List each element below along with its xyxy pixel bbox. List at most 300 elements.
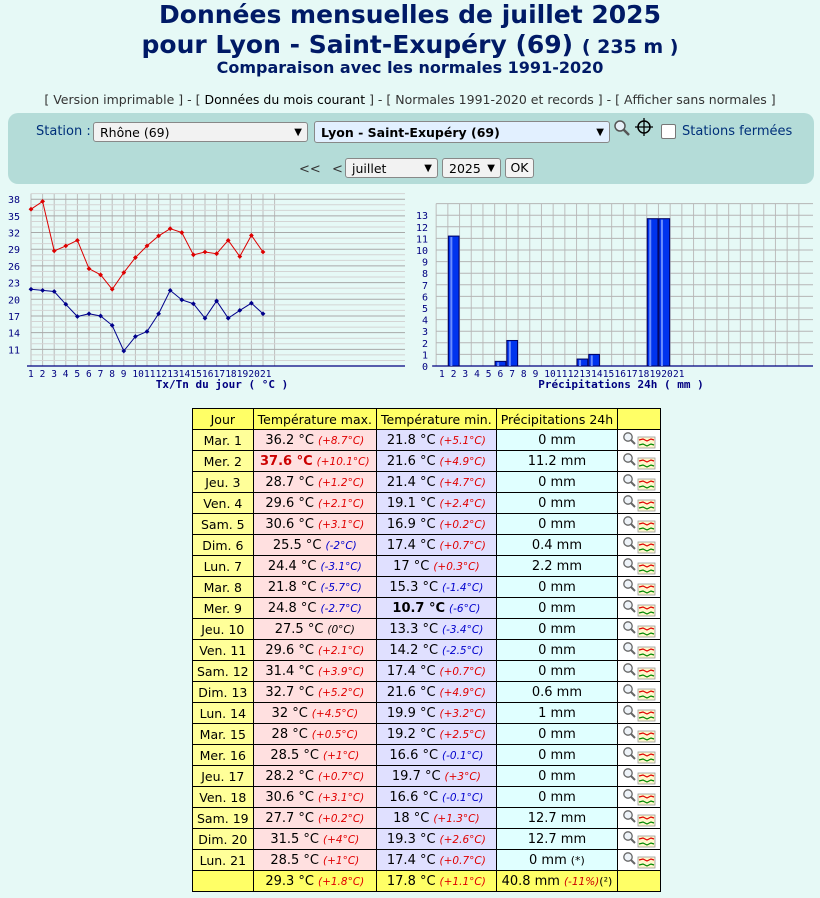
row-icons-cell	[618, 703, 661, 724]
precip-cell	[496, 682, 617, 703]
station-value: Lyon - Saint-Exupéry (69)	[321, 125, 500, 140]
tmin-value: 21.4 °C	[386, 475, 436, 490]
tmax-cell	[253, 493, 376, 514]
total-day-cell	[193, 871, 254, 892]
tmax-anomaly: (-5.7°C)	[320, 582, 362, 594]
tmax-cell	[253, 640, 376, 661]
tmax-value: 29.6 °C	[265, 496, 314, 511]
y-tick-label: 5	[422, 304, 429, 315]
closed-stations-label: Stations fermées	[682, 124, 793, 139]
tmin-value: 16.9 °C	[386, 517, 436, 532]
tmax-cell	[253, 451, 376, 472]
x-tick-label: 16	[614, 369, 626, 380]
tmin-value: 21.6 °C	[386, 454, 436, 469]
month-select[interactable]	[345, 158, 438, 178]
precip-value: 0 mm	[538, 769, 576, 784]
magnifier-icon[interactable]	[624, 622, 635, 633]
row-icons	[622, 662, 656, 680]
mini-chart-icon[interactable]	[638, 479, 655, 490]
tmin-cell	[377, 598, 497, 619]
y-tick-label: 3	[422, 327, 429, 339]
tmin-anomaly: (-2.5°C)	[442, 645, 484, 657]
tmin-value: 17.4 °C	[386, 853, 436, 868]
row-icons	[622, 578, 656, 596]
link-no-normals[interactable]: Afficher sans normales	[623, 92, 767, 107]
magnifier-icon[interactable]	[613, 119, 631, 137]
mini-chart-icon[interactable]	[638, 626, 655, 637]
y-tick-label: 11	[8, 345, 21, 357]
col-header-tmax: Température max.	[253, 409, 376, 430]
y-tick-label: 2	[422, 338, 429, 350]
row-icons-cell	[618, 850, 661, 871]
tmax-cell	[253, 577, 376, 598]
tmin-anomaly: (+0.7°C)	[439, 666, 486, 678]
link-printable[interactable]: Version imprimable	[53, 92, 175, 107]
tmax-anomaly: (+5.2°C)	[317, 687, 365, 699]
tmin-cell	[377, 850, 497, 871]
day-cell: Lun. 21	[193, 850, 254, 871]
mini-chart-icon[interactable]	[638, 437, 655, 448]
mini-chart-icon[interactable]	[638, 500, 655, 511]
tmin-value: 19.7 °C	[391, 769, 441, 784]
tmax-value: 29.6 °C	[265, 643, 314, 658]
table-header-row	[193, 409, 661, 430]
x-tick-label: 16	[202, 369, 214, 380]
mini-chart-icon[interactable]	[638, 731, 655, 742]
tmax-anomaly: (+1.2°C)	[317, 477, 365, 489]
row-icons-cell	[618, 619, 661, 640]
precip-value: 0 mm	[538, 790, 576, 805]
magnifier-icon[interactable]	[624, 559, 635, 570]
mini-chart-icon[interactable]	[638, 458, 655, 469]
prev-year-button[interactable]: <<	[299, 162, 321, 177]
tmax-value: 25.5 °C	[272, 538, 322, 553]
magnifier-icon[interactable]	[624, 517, 635, 528]
tmin-anomaly: (+5.1°C)	[439, 435, 486, 447]
tmin-cell	[377, 493, 497, 514]
precip-value: 12.7 mm	[527, 811, 587, 826]
day-cell: Ven. 11	[193, 640, 254, 661]
tmin-anomaly: (+2.5°C)	[439, 729, 486, 741]
row-icons	[622, 788, 656, 806]
y-tick-label: 29	[8, 245, 21, 257]
precip-cell	[496, 850, 617, 871]
row-icons	[622, 515, 656, 533]
tmin-cell	[377, 577, 497, 598]
magnifier-icon[interactable]	[624, 685, 635, 696]
link-normals[interactable]: Normales 1991-2020 et records	[395, 92, 594, 107]
x-tick-label: 12	[567, 369, 580, 380]
table-row	[193, 535, 661, 556]
tmax-cell	[253, 787, 376, 808]
total-precip-cell	[496, 871, 617, 892]
tmin-anomaly: (+4.9°C)	[439, 687, 486, 699]
mini-chart-icon[interactable]	[638, 584, 655, 595]
precip-value: 0 mm	[538, 580, 576, 595]
y-tick-label: 6	[422, 292, 429, 304]
row-icons-cell	[618, 598, 661, 619]
mini-chart-icon[interactable]	[638, 647, 655, 658]
magnifier-icon[interactable]	[624, 790, 635, 801]
chevron-down-icon: ▼	[487, 163, 495, 174]
x-tick-label: 18	[225, 369, 237, 380]
tmax-anomaly: (-2°C)	[325, 540, 357, 552]
total-precip-anomaly: (-11%)	[563, 876, 600, 888]
magnifier-icon[interactable]	[624, 811, 635, 822]
mini-chart-icon[interactable]	[638, 521, 655, 532]
x-tick-label: 4	[62, 369, 69, 380]
magnifier-icon[interactable]	[624, 769, 635, 780]
row-icons	[622, 725, 656, 743]
total-precip: 40.8 mm	[501, 874, 560, 889]
tmax-value: 28.2 °C	[265, 769, 314, 784]
x-tick-label: 20	[661, 369, 673, 380]
daily-data-table	[192, 408, 661, 892]
tmin-anomaly: (-3.4°C)	[442, 624, 484, 636]
x-tick-label: 2	[39, 369, 46, 380]
tmax-value: 24.8 °C	[267, 601, 317, 616]
tmax-value: 31.5 °C	[270, 832, 320, 847]
precip-value: 0 mm	[538, 748, 576, 763]
col-header-precip: Précipitations 24h	[496, 409, 617, 430]
station-title-text: pour Lyon - Saint-Exupéry (69)	[141, 30, 574, 59]
tmin-cell	[377, 514, 497, 535]
mini-chart-icon[interactable]	[638, 542, 655, 553]
tmin-value: 17.4 °C	[386, 664, 436, 679]
table-row	[193, 598, 661, 619]
x-tick-label: 11	[144, 369, 156, 380]
precip-value: 11.2 mm	[527, 454, 587, 469]
row-icons	[622, 536, 656, 554]
row-icons	[622, 809, 656, 827]
row-icons-cell	[618, 745, 661, 766]
tmax-value: 32 °C	[271, 706, 308, 721]
tmin-anomaly: (+3.2°C)	[439, 708, 486, 720]
precip-value: 0.6 mm	[531, 685, 582, 700]
x-tick-label: 10	[132, 369, 144, 380]
ok-button[interactable]: OK	[505, 158, 534, 178]
day-cell: Mar. 1	[193, 430, 254, 451]
row-icons-cell	[618, 640, 661, 661]
tmin-cell	[377, 640, 497, 661]
row-icons-cell	[618, 430, 661, 451]
y-tick-label: 26	[8, 261, 21, 273]
x-tick-label: 12	[155, 369, 168, 380]
tmin-cell	[377, 703, 497, 724]
nav-links: [ Version imprimable ] - [ Données du mois courant ] - [ Normales 1991-2020 et records ] - [ Afficher sans normales ]	[44, 92, 776, 107]
magnifier-icon[interactable]	[624, 475, 635, 486]
table-row	[193, 451, 661, 472]
station-label: Station :	[36, 124, 91, 139]
tmax-cell	[253, 850, 376, 871]
tn-point	[40, 288, 45, 293]
tx-point	[203, 250, 208, 255]
day-cell: Dim. 20	[193, 829, 254, 850]
precip-cell	[496, 619, 617, 640]
tmin-value: 19.2 °C	[386, 727, 436, 742]
tmin-cell	[377, 724, 497, 745]
y-tick-label: 1	[422, 350, 429, 362]
tmin-value: 19.3 °C	[386, 832, 436, 847]
precip-cell	[496, 577, 617, 598]
precip-value: 0 mm	[538, 622, 576, 637]
closed-stations-checkbox[interactable]	[661, 124, 676, 139]
total-icons-cell	[618, 871, 661, 892]
y-tick-label: 12	[416, 222, 429, 234]
precip-cell	[496, 766, 617, 787]
precip-bar	[589, 354, 600, 366]
magnifier-icon[interactable]	[624, 454, 635, 465]
y-tick-label: 23	[8, 278, 21, 290]
total-tmin: 17.8 °C	[386, 874, 436, 889]
day-cell: Mar. 15	[193, 724, 254, 745]
tmax-anomaly: (+2.1°C)	[317, 498, 365, 510]
table-row	[193, 808, 661, 829]
row-icons	[622, 767, 656, 785]
y-tick-label: 8	[422, 269, 429, 281]
tmax-cell	[253, 514, 376, 535]
day-cell: Ven. 18	[193, 787, 254, 808]
magnifier-icon[interactable]	[624, 538, 635, 549]
tmax-value: 28 °C	[271, 727, 308, 742]
tmax-anomaly: (+0.2°C)	[317, 813, 365, 825]
row-icons-cell	[618, 472, 661, 493]
row-icons	[622, 641, 656, 659]
tmin-anomaly: (-6°C)	[449, 603, 481, 615]
tmin-cell	[377, 535, 497, 556]
table-row	[193, 787, 661, 808]
y-tick-label: 32	[8, 228, 21, 240]
tmax-value: 28.5 °C	[270, 853, 320, 868]
tmax-cell	[253, 535, 376, 556]
mini-chart-icon[interactable]	[638, 773, 655, 784]
tmin-value: 19.9 °C	[386, 706, 436, 721]
table-row	[193, 661, 661, 682]
precip-cell	[496, 703, 617, 724]
table-row	[193, 493, 661, 514]
precip-value: 2.2 mm	[531, 559, 582, 574]
magnifier-icon[interactable]	[624, 853, 635, 864]
row-icons	[622, 599, 656, 617]
tmax-value: 37.6 °C	[260, 454, 313, 469]
tmax-value: 28.7 °C	[265, 475, 314, 490]
mini-chart-icon[interactable]	[638, 605, 655, 616]
year-value: 2025	[449, 161, 481, 176]
precipitation-chart	[408, 190, 818, 395]
row-icons-cell	[618, 535, 661, 556]
x-axis-label: Précipitations 24h ( mm )	[538, 378, 704, 391]
magnifier-icon[interactable]	[624, 706, 635, 717]
tmax-value: 32.7 °C	[265, 685, 314, 700]
precip-value: 0 mm	[538, 475, 576, 490]
tmin-cell	[377, 829, 497, 850]
altitude: ( 235 m )	[581, 36, 679, 58]
total-tmax-anomaly: (+1.8°C)	[317, 876, 365, 888]
x-tick-label: 11	[556, 369, 568, 380]
x-tick-label: 6	[86, 369, 92, 380]
x-tick-label: 5	[485, 369, 492, 380]
magnifier-icon[interactable]	[624, 832, 635, 843]
prev-month-button[interactable]: <	[332, 162, 343, 177]
precip-cell	[496, 829, 617, 850]
y-tick-label: 11	[416, 234, 429, 246]
row-icons-cell	[618, 661, 661, 682]
tmax-value: 30.6 °C	[265, 517, 314, 532]
x-tick-label: 2	[450, 369, 457, 380]
day-cell: Mer. 2	[193, 451, 254, 472]
tmin-anomaly: (+1.3°C)	[433, 813, 480, 825]
mini-chart-icon[interactable]	[638, 689, 655, 700]
mini-chart-icon[interactable]	[638, 752, 655, 763]
precip-value: 0 mm	[538, 433, 576, 448]
magnifier-icon[interactable]	[624, 748, 635, 759]
y-tick-label: 9	[422, 257, 429, 269]
precip-cell	[496, 808, 617, 829]
tmin-value: 17.4 °C	[386, 538, 436, 553]
tx-point	[63, 244, 68, 249]
tmin-cell	[377, 682, 497, 703]
table-row	[193, 619, 661, 640]
magnifier-icon[interactable]	[624, 496, 635, 507]
x-tick-label: 17	[213, 369, 226, 380]
magnifier-icon[interactable]	[624, 580, 635, 591]
tmin-value: 18 °C	[393, 811, 430, 826]
tmax-cell	[253, 619, 376, 640]
table-row	[193, 829, 661, 850]
tmin-anomaly: (+2.6°C)	[439, 834, 486, 846]
tx-point	[191, 252, 196, 257]
tmin-anomaly: (+0.7°C)	[439, 540, 486, 552]
day-cell: Sam. 19	[193, 808, 254, 829]
magnifier-icon[interactable]	[624, 664, 635, 675]
magnifier-icon[interactable]	[624, 643, 635, 654]
mini-chart-icon[interactable]	[638, 857, 655, 868]
row-icons	[622, 704, 656, 722]
precip-cell	[496, 787, 617, 808]
day-cell: Mer. 16	[193, 745, 254, 766]
tmin-value: 16.6 °C	[389, 748, 439, 763]
tmax-anomaly: (+10.1°C)	[316, 456, 370, 468]
x-tick-label: 8	[520, 369, 527, 380]
precip-cell	[496, 535, 617, 556]
tmin-cell	[377, 745, 497, 766]
row-icons-cell	[618, 514, 661, 535]
y-tick-label: 0	[422, 362, 429, 373]
table-row	[193, 682, 661, 703]
link-current-month[interactable]: Données du mois courant	[204, 92, 366, 107]
tmin-value: 21.6 °C	[386, 685, 436, 700]
magnifier-icon[interactable]	[624, 433, 635, 444]
precip-cell	[496, 556, 617, 577]
x-tick-label: 20	[248, 369, 260, 380]
x-tick-label: 6	[497, 369, 504, 380]
y-tick-label: 14	[8, 328, 21, 340]
magnifier-icon[interactable]	[624, 601, 635, 612]
tmax-cell	[253, 724, 376, 745]
table-row	[193, 745, 661, 766]
precip-cell	[496, 451, 617, 472]
total-tmax: 29.3 °C	[265, 874, 314, 889]
station-select[interactable]	[314, 121, 610, 143]
row-icons	[622, 830, 656, 848]
row-icons-cell	[618, 493, 661, 514]
mini-chart-icon[interactable]	[638, 563, 655, 574]
tn-point	[29, 287, 34, 292]
tmin-cell	[377, 787, 497, 808]
precip-bar	[647, 219, 658, 366]
tmax-anomaly: (0°C)	[327, 624, 355, 636]
day-cell: Lun. 7	[193, 556, 254, 577]
x-tick-label: 17	[626, 369, 638, 380]
tmin-anomaly: (+4.9°C)	[439, 456, 486, 468]
precip-value: 0.4 mm	[531, 538, 582, 553]
x-tick-label: 13	[579, 369, 591, 380]
year-select[interactable]	[442, 158, 501, 178]
precip-bar	[659, 219, 670, 366]
precip-value: 0 mm	[529, 853, 567, 868]
total-tmin-cell	[377, 871, 497, 892]
precip-value: 0 mm	[538, 643, 576, 658]
mini-chart-icon[interactable]	[638, 836, 655, 847]
precip-value: 0 mm	[538, 601, 576, 616]
table-row	[193, 577, 661, 598]
tmin-anomaly: (-1.4°C)	[442, 582, 484, 594]
precip-bar-highlight	[509, 341, 511, 366]
row-icons-cell	[618, 556, 661, 577]
tmin-cell	[377, 619, 497, 640]
tmax-anomaly: (+1°C)	[323, 855, 360, 867]
chevron-down-icon: ▼	[596, 127, 604, 138]
mini-chart-icon[interactable]	[638, 815, 655, 826]
tmax-cell	[253, 808, 376, 829]
mini-chart-icon[interactable]	[638, 794, 655, 805]
crosshair-icon[interactable]	[635, 118, 653, 136]
y-tick-label: 13	[416, 211, 429, 223]
tmin-value: 17 °C	[393, 559, 430, 574]
tmin-anomaly: (+4.7°C)	[439, 477, 486, 489]
mini-chart-icon[interactable]	[638, 710, 655, 721]
precip-value: 0 mm	[538, 517, 576, 532]
table-row	[193, 703, 661, 724]
tmax-cell	[253, 745, 376, 766]
precip-cell	[496, 661, 617, 682]
x-tick-label: 13	[167, 369, 179, 380]
precip-bar	[577, 359, 588, 366]
x-tick-label: 9	[532, 369, 539, 380]
x-tick-label: 1	[439, 369, 445, 380]
mini-chart-icon[interactable]	[638, 668, 655, 679]
tx-point	[179, 230, 184, 235]
precip-bar-highlight	[661, 220, 663, 366]
magnifier-icon[interactable]	[624, 727, 635, 738]
y-tick-label: 17	[8, 311, 21, 323]
tmin-anomaly: (-0.1°C)	[442, 750, 484, 762]
precip-cell	[496, 745, 617, 766]
department-select[interactable]	[93, 122, 308, 142]
table-row	[193, 850, 661, 871]
row-icons-cell	[618, 724, 661, 745]
table-row	[193, 472, 661, 493]
x-tick-label: 9	[120, 369, 127, 380]
col-header-icons	[618, 409, 661, 430]
page-title: Données mensuelles de juillet 2025	[159, 0, 661, 29]
row-icons	[622, 683, 656, 701]
precip-cell	[496, 493, 617, 514]
table-row	[193, 640, 661, 661]
precip-bar-highlight	[649, 220, 651, 366]
tmax-value: 31.4 °C	[265, 664, 314, 679]
tmin-value: 21.8 °C	[386, 433, 436, 448]
